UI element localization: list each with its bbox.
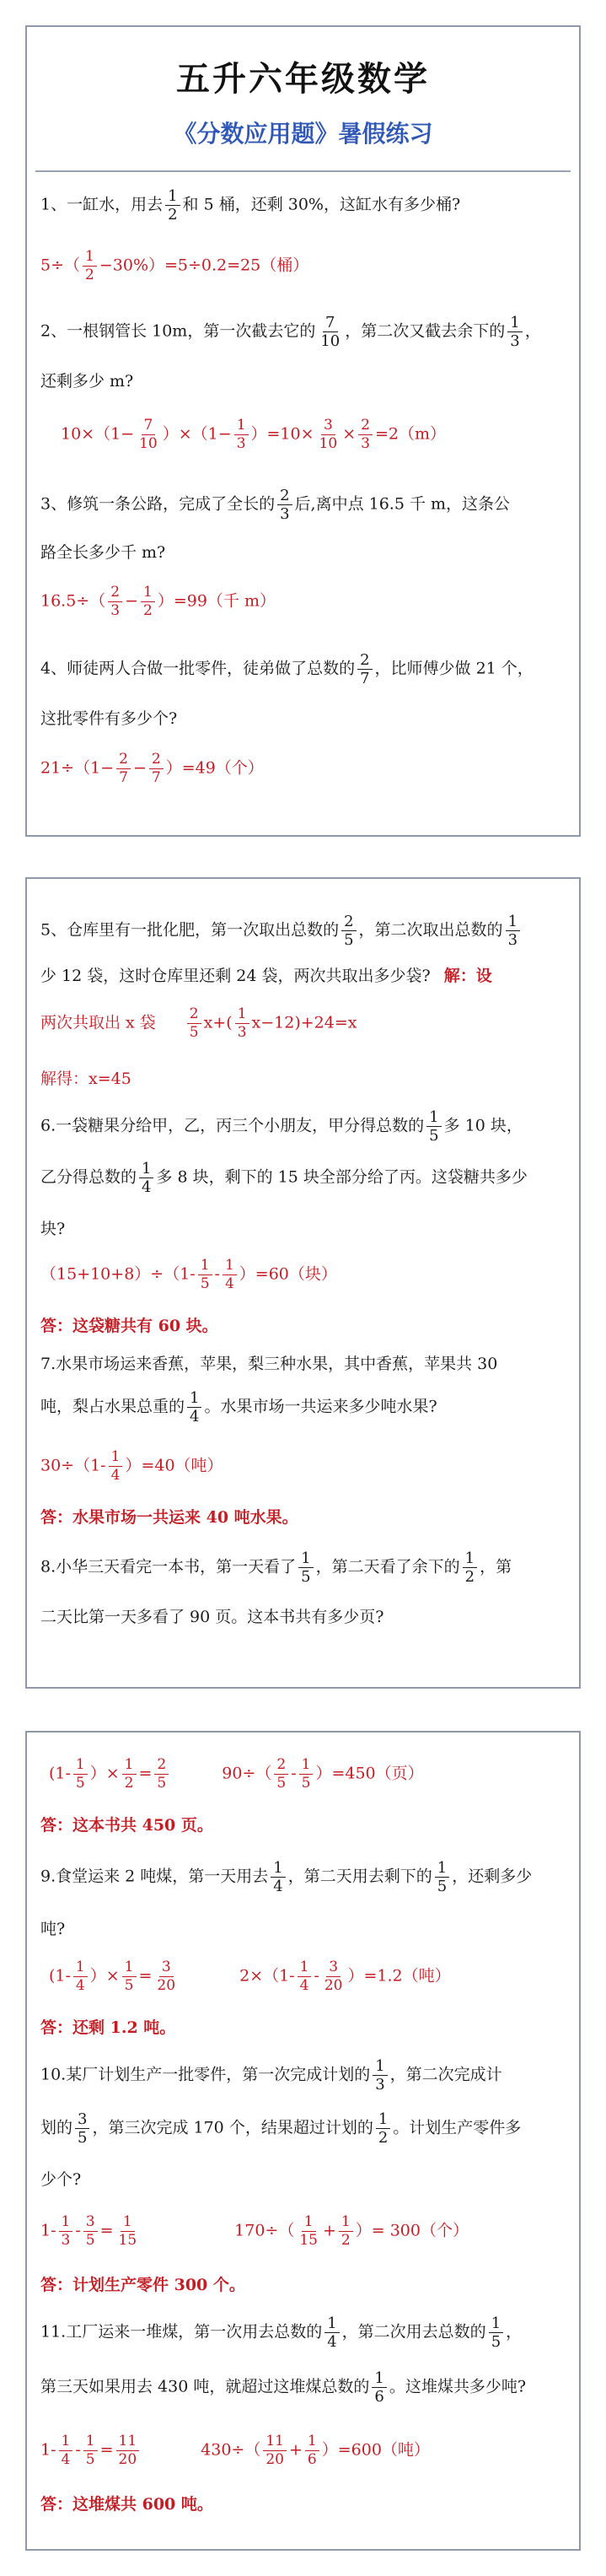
text-run: 1- [40,2221,56,2240]
fraction [235,1005,249,1042]
numerator: 1 [165,187,180,206]
text-run: （15+10+8）÷（1- [40,1264,196,1284]
text-run: (1- [49,1966,71,1986]
text-run: ，第二次又截去余下的 [345,321,506,341]
solution-5 [40,1005,567,1042]
fraction [139,1160,153,1196]
text-run: ，第二次用去总数的 [341,2322,486,2342]
fraction [59,2433,73,2469]
fraction [83,2213,98,2250]
denominator: 5 [189,1024,199,1041]
worksheet-page-3 [25,1731,581,2551]
text-run: x+( [203,1013,233,1032]
numerator: 2 [154,1756,169,1775]
text-run: 5÷（ [40,256,81,275]
numerator: 1 [235,1005,249,1024]
text-run: ）× [89,1966,120,1986]
text-run: 9.食堂运来 2 吨煤，第一天用去 [40,1867,269,1886]
text-run: ）×（1− [162,424,232,444]
numerator: 3 [83,2213,98,2232]
fraction [75,2110,89,2147]
numerator: 1 [198,1257,212,1275]
numerator: 1 [121,2213,135,2232]
denominator: 5 [437,1878,448,1895]
text-run: 4、师徒两人合做一批零件，徒弟做了总数的 [40,659,356,678]
fraction [73,1959,88,1995]
text-run: 11.工厂运来一堆煤，第一次用去总数的 [40,2322,323,2342]
fraction [116,751,131,787]
denominator: 3 [375,2076,385,2094]
denominator: 20 [157,1977,176,1994]
text-run: ，第二次完成计 [389,2065,502,2084]
text-run: 16.5÷（ [40,591,106,611]
text-run: = [138,1764,153,1783]
numerator: 1 [299,1756,314,1775]
numerator: 1 [187,1389,201,1408]
worksheet-page-2 [25,877,581,1689]
numerator: 2 [341,913,356,931]
question-2-line-2: 还剩多少 m? [40,372,134,391]
fraction [373,2057,387,2094]
text-run: ，第二次取出总数的 [358,920,503,940]
numerator: 1 [376,2110,390,2129]
numerator: 7 [142,417,156,435]
denominator: 2 [341,2232,351,2249]
denominator: 5 [491,2333,501,2351]
solution-1 [40,248,567,284]
solution-5-setup: 解：设 [443,967,492,985]
page-subtitle: 《分数应用题》暑假练习 [173,120,433,148]
numerator: 11 [263,2433,287,2451]
denominator: 5 [75,1775,85,1792]
numerator: 2 [357,651,372,670]
numerator: 1 [305,2433,319,2451]
numerator: 1 [271,1859,285,1878]
fraction [154,1959,178,1995]
numerator: 1 [463,1549,477,1568]
fraction [223,1257,237,1293]
denominator: 2 [124,1775,134,1792]
numerator: 1 [507,314,522,332]
text-run: - [75,2440,81,2460]
text-run: 2、一根钢管长 10m，第一次截去它的 [40,321,316,341]
numerator: 1 [372,2369,386,2388]
text-run: 吨，梨占水果总重的 [40,1397,185,1416]
question-6-line-3: 块? [40,1220,66,1238]
denominator: 3 [110,602,121,619]
numerator: 1 [59,2433,73,2451]
denominator: 6 [307,2451,317,2468]
fraction [324,2315,339,2351]
denominator: 5 [301,1775,311,1792]
fraction [116,2213,140,2250]
text-run: - [314,1966,319,1986]
text-run: = [99,2221,114,2240]
text-run: ）= 300（个） [355,2221,469,2240]
denominator: 4 [190,1408,200,1425]
text-run: − [125,591,138,611]
numerator: 11 [116,2433,140,2451]
solution-2 [61,417,581,453]
solution-3 [40,584,567,620]
text-run: ）=99（千 m） [157,591,276,611]
denominator: 3 [510,332,520,350]
text-run: ，比师傅少做 21 个， [374,659,534,678]
numerator: 2 [358,417,373,435]
numerator: 1 [122,1756,137,1775]
fraction [317,417,341,453]
denominator: 10 [320,332,341,350]
denominator: 4 [61,2451,71,2468]
numerator: 1 [83,2433,98,2451]
denominator: 15 [118,2232,137,2249]
numerator: 2 [116,751,131,769]
solution-11 [40,2433,567,2469]
answer-11: 答：这堆煤共 600 吨。 [40,2495,213,2514]
question-11 [40,2315,567,2351]
fraction [318,314,342,350]
numerator: 1 [489,2315,503,2333]
question-6 [40,1108,567,1145]
fraction [137,417,160,453]
fraction [116,2433,140,2469]
denominator: 10 [319,435,338,452]
title-divider [35,170,571,172]
numerator: 2 [149,751,164,769]
solution-9 [49,1959,576,1995]
numerator: 1 [373,2057,387,2076]
text-run: 后,离中点 16.5 千 m，这条公 [294,494,511,514]
fraction [489,2315,503,2351]
denominator: 5 [301,1568,311,1586]
numerator: 3 [321,417,335,435]
fraction [263,2433,287,2469]
text-run: ，第二天看了余下的 [315,1557,460,1576]
fraction [109,1448,123,1485]
fraction [435,1859,449,1895]
text-run: 多 10 块， [443,1116,523,1135]
fraction [297,2213,320,2250]
text-run: 8.小华三天看完一本书，第一天看了 [40,1557,297,1576]
fraction [463,1549,477,1586]
denominator: 3 [361,435,370,452]
fraction [298,1549,313,1586]
worksheet-page-1 [25,25,581,837]
text-run: 两次共取出 x 袋 [40,1013,156,1032]
text-run: = [99,2440,114,2460]
numerator: 1 [339,2213,353,2232]
text-run: 90÷（ [222,1764,272,1783]
text-run: 。计划生产零件多 [393,2118,522,2137]
text-run: x−12)+24=x [251,1013,357,1032]
answer-7: 答：水果市场一共运来 40 吨水果。 [40,1508,298,1527]
text-run: 30÷（1- [40,1456,106,1475]
denominator: 4 [327,2333,337,2351]
question-7: 7.水果市场运来香蕉，苹果，梨三种水果，其中香蕉，苹果共 30 [40,1355,498,1373]
fraction [372,2369,386,2406]
denominator: 4 [273,1878,283,1895]
denominator: 3 [61,2232,71,2249]
denominator: 4 [75,1977,85,1994]
text-run: ）=600（吨） [321,2440,430,2460]
text-run: - [291,1764,297,1783]
numerator: 2 [108,584,122,602]
text-run: 1- [40,2440,56,2460]
numerator: 3 [75,2110,89,2129]
numerator: 1 [73,1756,88,1775]
fraction [376,2110,390,2147]
question-3 [40,487,567,523]
question-10 [40,2057,567,2094]
denominator: 7 [360,670,370,687]
text-run: 第三天如果用去 430 吨，就超过这堆煤总数的 [40,2377,370,2396]
denominator: 5 [344,931,354,949]
text-run: 。水果市场一共运来多少吨水果? [204,1397,437,1416]
denominator: 5 [85,2451,95,2468]
question-4 [40,651,567,687]
fraction [299,1756,314,1792]
answer-8: 答：这本书共 450 页。 [40,1816,213,1835]
denominator: 10 [139,435,158,452]
denominator: 4 [224,1275,234,1292]
page-title: 五升六年级数学 [176,60,430,99]
numerator: 2 [277,487,292,505]
fraction [305,2433,319,2469]
denominator: 5 [78,2129,88,2147]
denominator: 3 [236,435,246,452]
denominator: 3 [507,931,518,949]
numerator: 1 [234,417,249,435]
question-9-line-2: 吨? [40,1920,66,1938]
text-run: ）=49（个） [165,758,264,778]
denominator: 20 [324,1977,343,1994]
text-run: 430÷（ [201,2440,261,2460]
text-run: 170÷（ [234,2221,295,2240]
text-run: ，还剩多少 [452,1867,533,1886]
fraction [122,1756,137,1792]
text-run: - [214,1264,220,1284]
denominator: 4 [142,1178,152,1196]
text-run: ）=450（页） [315,1764,424,1783]
numerator: 1 [298,1549,313,1568]
text-run: 划的 [40,2118,73,2137]
text-run: =2（m） [374,424,446,444]
text-run: ）× [89,1764,120,1783]
text-run: 少 12 袋，这时仓库里还剩 24 袋，两次共取出多少袋? [40,967,431,985]
solution-5-result: 解得：x=45 [40,1070,131,1088]
text-run: −30%）=5÷0.2=25（桶） [99,256,309,275]
solution-7 [40,1448,567,1485]
text-run: 。这堆煤共多少吨? [389,2377,526,2396]
numerator: 1 [324,2315,339,2333]
denominator: 7 [151,769,161,786]
text-run: × [342,424,357,444]
fraction [322,1959,346,1995]
denominator: 20 [118,2451,137,2468]
denominator: 3 [280,505,290,523]
fraction [357,651,372,687]
text-run: 10.某厂计划生产一批零件，第一次完成计划的 [40,2065,371,2084]
denominator: 4 [299,1977,309,1994]
question-3-line-2: 路全长多少千 m? [40,543,166,562]
numerator: 7 [323,314,337,332]
text-run: 10×（1− [61,424,135,444]
numerator: 3 [326,1959,341,1977]
fraction [426,1108,441,1145]
fraction [274,1756,288,1792]
text-run: 2×（1- [239,1966,295,1986]
denominator: 7 [119,769,128,786]
question-8 [40,1549,567,1586]
denominator: 2 [142,602,153,619]
text-run: ， [524,321,541,341]
text-run: ）=40（吨） [125,1456,223,1475]
denominator: 2 [464,1568,475,1586]
fraction [506,913,520,949]
text-run: ）=60（块） [239,1264,337,1284]
answer-9: 答：还剩 1.2 吨。 [40,2018,176,2037]
fraction [122,1959,137,1995]
fraction [154,1756,169,1792]
question-5-line-2 [40,963,567,989]
denominator: 5 [200,1275,210,1292]
text-run: ，第二天用去剩下的 [287,1867,432,1886]
text-run: 多 8 块，剩下的 15 块全部分给了丙。这袋糖共多少 [156,1167,528,1187]
denominator: 5 [157,1775,167,1792]
question-10-line-3: 少个? [40,2170,82,2189]
denominator: 2 [85,267,94,283]
numerator: 1 [426,1108,441,1127]
numerator: 1 [139,1160,153,1178]
text-run: (1- [49,1764,71,1783]
text-run: 3、修筑一条公路，完成了全长的 [40,494,276,514]
fraction [149,751,164,787]
solution-4 [40,751,567,787]
question-11-line-2 [40,2369,567,2406]
text-run: 6.一袋糖果分给甲，乙，丙三个小朋友，甲分得总数的 [40,1116,425,1135]
numerator: 2 [274,1756,288,1775]
text-run: ）=1.2（吨） [347,1966,451,1986]
text-run: 5、仓库里有一批化肥，第一次取出总数的 [40,920,340,940]
denominator: 15 [299,2232,318,2249]
fraction [141,584,155,620]
fraction [339,2213,353,2250]
fraction [358,417,373,453]
solution-6 [40,1257,567,1293]
text-run: 和 5 桶，还剩 30%，这缸水有多少桶? [182,195,461,214]
denominator: 5 [429,1127,439,1145]
numerator: 1 [109,1448,123,1467]
text-run: - [75,2221,81,2240]
fraction [187,1389,201,1425]
text-run: 乙分得总数的 [40,1167,137,1187]
question-5 [40,913,567,949]
numerator: 1 [141,584,155,602]
text-run: 21÷（1− [40,758,115,778]
denominator: 2 [168,206,178,224]
fraction [198,1257,212,1293]
fraction [507,314,522,350]
text-run: ）=10× [250,424,314,444]
fraction [298,1959,312,1995]
fraction [187,1005,201,1042]
fraction [341,913,356,949]
numerator: 1 [435,1859,449,1878]
text-run: + [322,2221,336,2240]
numerator: 1 [83,248,97,267]
fraction [234,417,249,453]
fraction [83,2433,98,2469]
denominator: 20 [265,2451,284,2468]
numerator: 1 [59,2213,73,2232]
fraction [73,1756,88,1792]
text-run: ， [506,2322,523,2342]
numerator: 1 [506,913,520,931]
text-run: ，第 [480,1557,512,1576]
fraction [165,187,180,224]
numerator: 3 [159,1959,174,1977]
question-10-line-2 [40,2110,567,2147]
denominator: 5 [124,1977,134,1994]
fraction [277,487,292,523]
numerator: 1 [298,1959,312,1977]
solution-10 [40,2213,567,2250]
numerator: 1 [122,1959,137,1977]
numerator: 2 [187,1005,201,1024]
fraction [271,1859,285,1895]
text-run: = [138,1966,153,1986]
denominator: 4 [110,1467,121,1484]
fraction [83,248,97,284]
numerator: 1 [223,1257,237,1275]
question-2 [40,314,567,350]
denominator: 5 [85,2232,95,2249]
question-4-line-2: 这批零件有多少个? [40,709,178,728]
denominator: 6 [374,2388,384,2406]
text-run: ，第三次完成 170 个，结果超过计划的 [92,2118,373,2137]
fraction [108,584,122,620]
question-9 [40,1859,567,1895]
text-run: − [132,758,147,778]
question-6-line-2 [40,1160,567,1196]
text-run: + [288,2440,303,2460]
fraction [59,2213,73,2250]
denominator: 2 [378,2129,389,2147]
denominator: 5 [276,1775,287,1792]
text-run: 1、一缸水，用去 [40,195,164,214]
solution-8 [49,1756,576,1792]
question-8-line-2: 二天比第一天多看了 90 页。这本书共有多少页? [40,1608,384,1626]
answer-10: 答：计划生产零件 300 个。 [40,2276,245,2294]
numerator: 1 [302,2213,316,2232]
answer-6: 答：这袋糖共有 60 块。 [40,1317,218,1335]
numerator: 1 [73,1959,88,1977]
question-1 [40,187,567,224]
denominator: 3 [237,1024,247,1041]
question-7-line-2 [40,1389,567,1425]
